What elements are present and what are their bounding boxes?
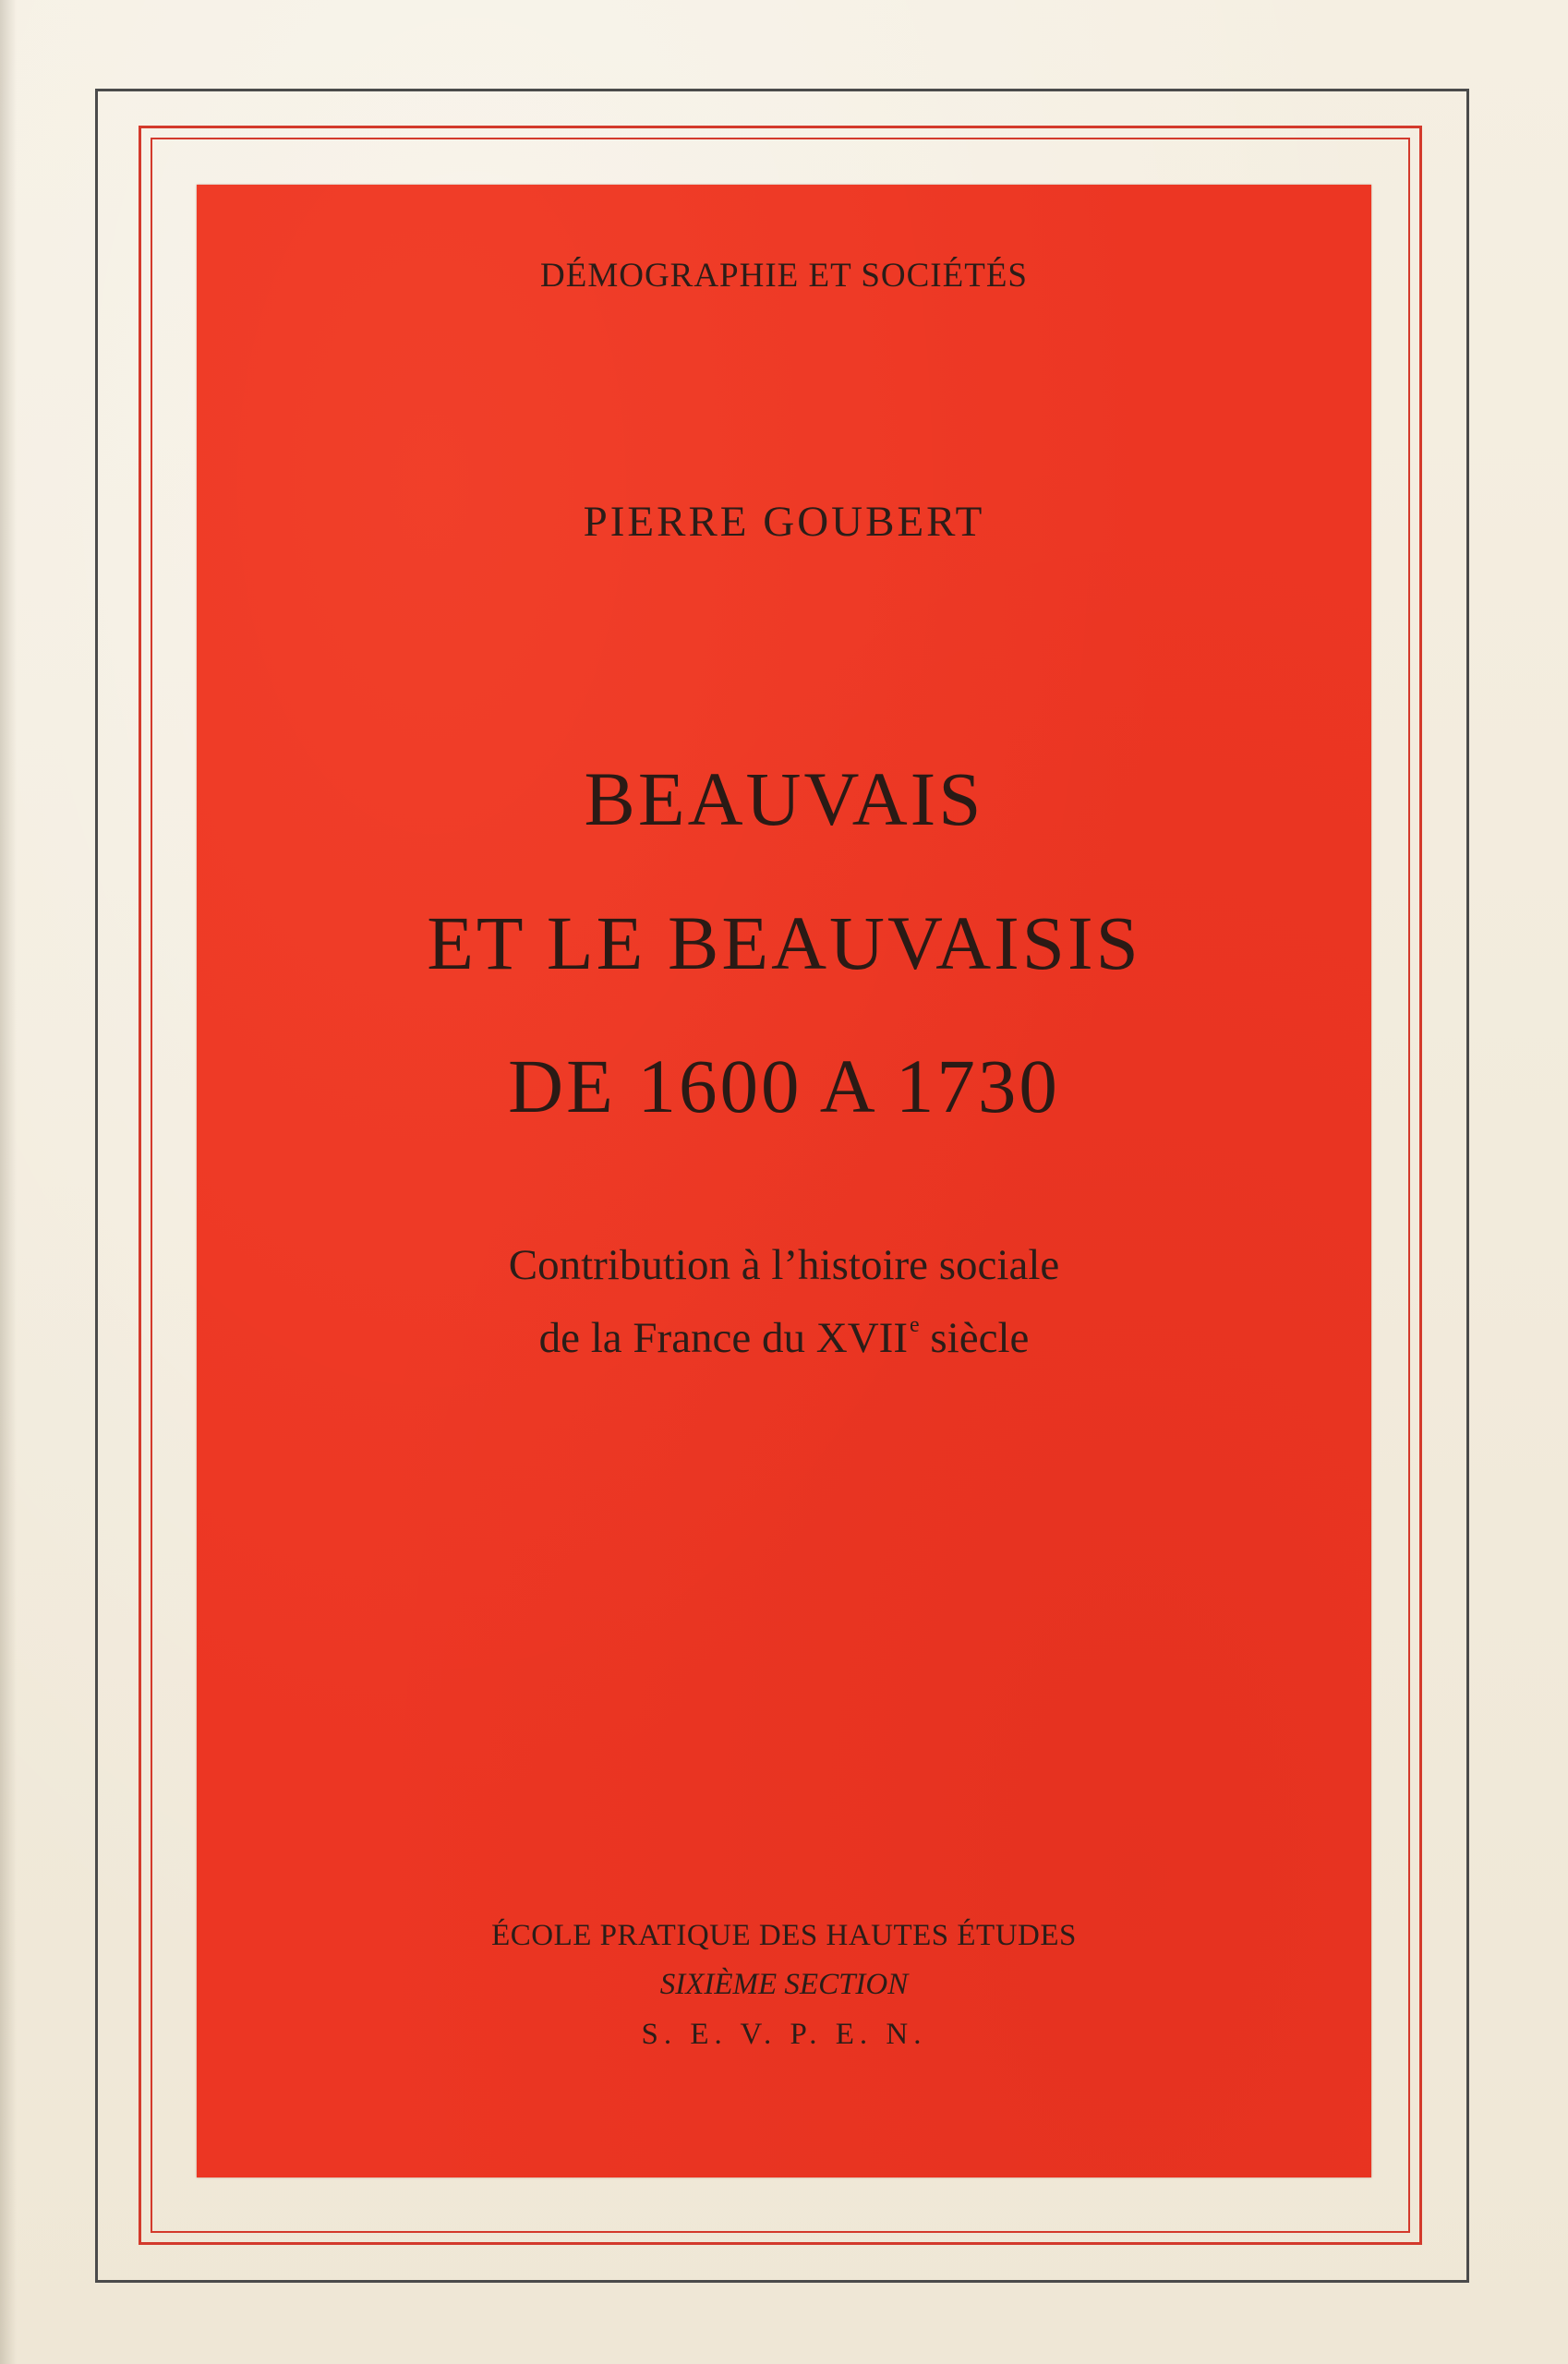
title-line-2: ET LE BEAUVAISIS	[427, 900, 1141, 985]
spine-shadow	[0, 0, 17, 2364]
subtitle-line-2-suffix: siècle	[919, 1314, 1030, 1362]
century-superscript: e	[909, 1313, 920, 1337]
publisher-line-3: S. E. V. P. E. N.	[641, 2018, 927, 2051]
subtitle-line-2	[197, 1313, 1371, 1363]
red-title-panel	[197, 185, 1371, 2177]
publisher-line-1: ÉCOLE PRATIQUE DES HAUTES ÉTUDES	[491, 1919, 1077, 1952]
author-name: PIERRE GOUBERT	[583, 498, 985, 546]
publisher-line-2: SIXIÈME SECTION	[659, 1968, 909, 2001]
subtitle-line-1: Contribution à l’histoire sociale	[508, 1241, 1060, 1289]
title-line-3: DE 1600 A 1730	[508, 1043, 1060, 1128]
series-name: DÉMOGRAPHIE ET SOCIÉTÉS	[540, 257, 1028, 295]
title-line-1: BEAUVAIS	[584, 756, 984, 841]
subtitle-line-2-prefix: de la France du XVII	[538, 1314, 908, 1362]
